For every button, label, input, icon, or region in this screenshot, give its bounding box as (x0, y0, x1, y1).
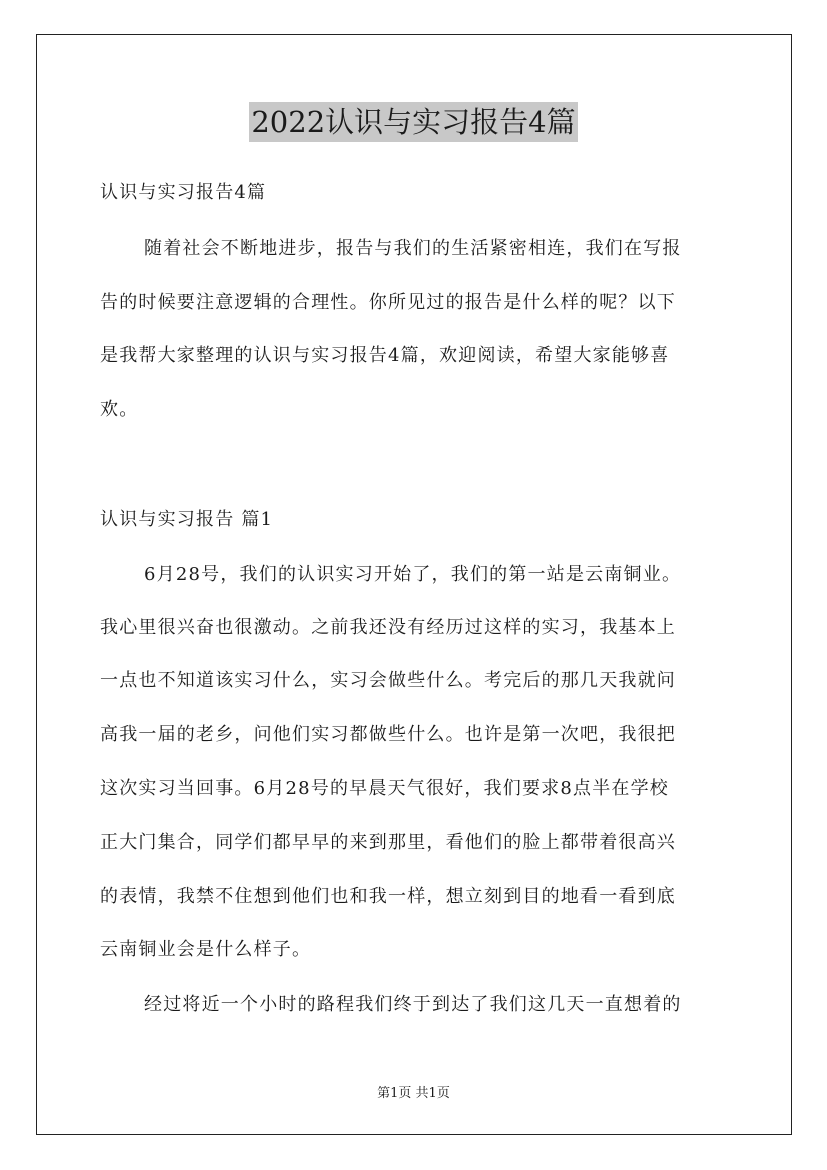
section-line-4: 高我一届的老乡，问他们实习都做些什么。也许是第一次吧，我很把 (100, 724, 676, 745)
section-line-2: 我心里很兴奋也很激动。之前我还没有经历过这样的实习，我基本上 (100, 617, 676, 638)
title-container (0, 102, 827, 142)
section-line-7: 的表情，我禁不住想到他们也和我一样，想立刻到目的地看一看到底 (100, 886, 676, 907)
intro-line-2: 告的时候要注意逻辑的合理性。你所见过的报告是什么样的呢？以下 (100, 292, 676, 313)
page-footer: 第1页 共1页 (377, 1086, 450, 1101)
section-line-1: 6月28号，我们的认识实习开始了，我们的第一站是云南铜业。 (144, 564, 682, 585)
document-title: 2022认识与实习报告4篇 (249, 102, 577, 142)
intro-line-3: 是我帮大家整理的认识与实习报告4篇，欢迎阅读，希望大家能够喜 (100, 345, 670, 366)
section-line-6: 正大门集合，同学们都早早的来到那里，看他们的脸上都带着很高兴 (100, 832, 676, 853)
document-subtitle: 认识与实习报告4篇 (100, 182, 267, 203)
section-line-5: 这次实习当回事。6月28号的早晨天气很好，我们要求8点半在学校 (100, 778, 670, 799)
intro-line-4: 欢。 (100, 399, 139, 420)
section-heading: 认识与实习报告 篇1 (100, 509, 274, 530)
section-line-3: 一点也不知道该实习什么，实习会做些什么。考完后的那几天我就问 (100, 670, 676, 691)
section-line-8: 云南铜业会是什么样子。 (100, 939, 312, 960)
intro-line-1: 随着社会不断地进步，报告与我们的生活紧密相连，我们在写报 (144, 238, 682, 259)
next-paragraph-line: 经过将近一个小时的路程我们终于到达了我们这几天一直想着的 (144, 994, 682, 1015)
